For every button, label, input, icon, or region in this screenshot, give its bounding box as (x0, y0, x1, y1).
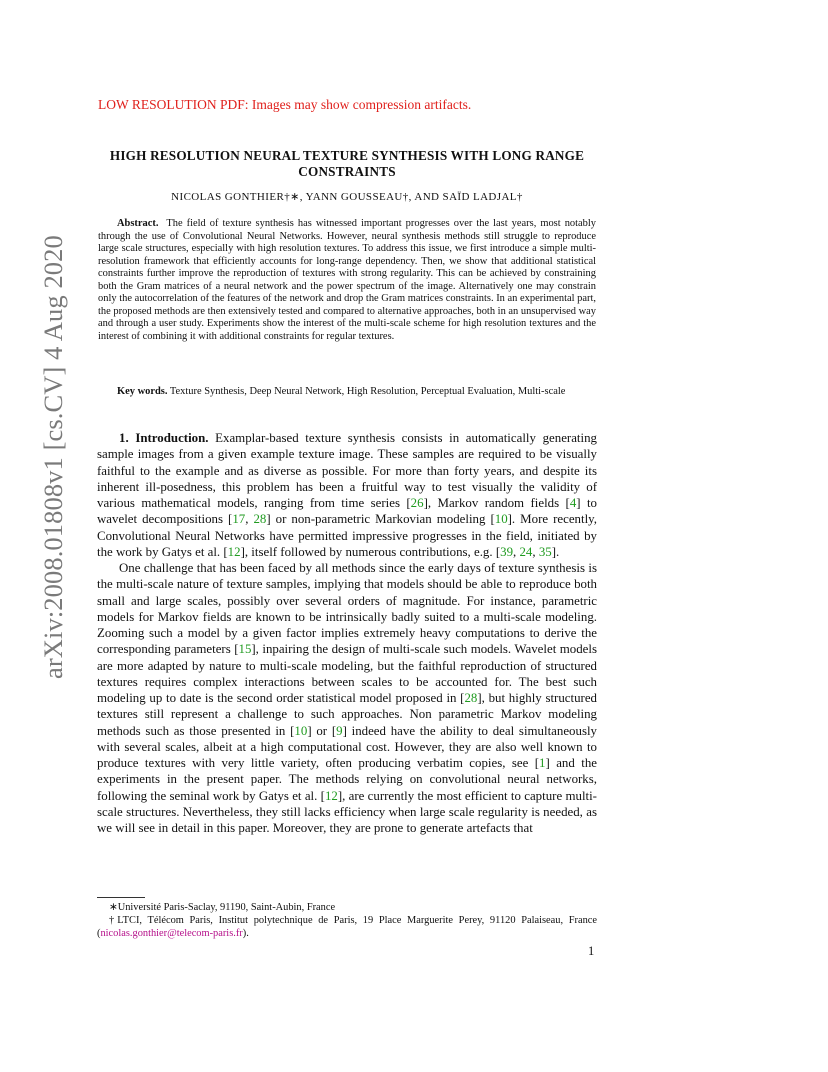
citation-link[interactable]: 12 (227, 544, 241, 559)
footnotes (97, 901, 597, 940)
citation-link[interactable]: 1 (539, 756, 546, 770)
citation-link[interactable]: 28 (464, 691, 478, 705)
abstract-label: Abstract. (117, 218, 159, 229)
footnote-affiliation-2: †LTCI, Télécom Paris, Institut polytechnique de Paris, 19 Place Marguerite Perey, 91120 Palaiseau, France (nicolas.gonthier@telecom-paris.fr). (97, 915, 597, 939)
keywords (98, 386, 596, 399)
intro-paragraph-1: 1. Introduction. Examplar-based texture synthesis consists in automatically generating sample images from a given example texture image. These samples are required to be visually faithful to the example and as diverse as possible. For more than forty years, and despite its inherent ill-posedness, this problem has been a fruitful way to test visually the validity of various mathematical models, ranging from time series [26], Markov random fields [4] to wavelet decompositions [17, 28] or non-parametric Markovian modeling [10]. More recently, Convolutional Neural Networks have permitted impressive progresses in the field, initiated by the work by Gatys et al. [12], itself followed by numerous contributions, e.g. [39, 24, 35]. (97, 431, 598, 559)
citation-link[interactable]: 10 (294, 723, 308, 738)
arxiv-stamp: arXiv:2008.01808v1 [cs.CV] 4 Aug 2020 (38, 235, 68, 679)
citation-link[interactable]: 17 (232, 512, 246, 527)
citation-link[interactable]: 4 (569, 496, 577, 510)
citation-link[interactable]: 12 (324, 788, 338, 803)
footnote-affiliation-1: ∗Université Paris-Saclay, 91190, Saint-Aubin, France (109, 902, 336, 913)
intro-paragraph-2: One challenge that has been faced by all methods since the early days of texture synthesis is the multi-scale nature of texture samples, implying that models should be able to reproduce both small and large scales, possibly over several orders of magnitude. For instance, parametric models for Markov fields are known to be intrinsically badly suited to a multi-scale modeling. Zooming such a model by a given factor implies extremely heavy computations to derive the corresponding parameters [15], inpairing the design of multi-scale such models. Wavelet models are more adapted by nature to multi-scale modeling, but the faithful reproduction of structured textures requires complex interactions between scales to be accounted for. The best such modeling up to date is the second order statistical model proposed in [28], but highly structured textures still represent a challenge to such approaches. Non parametric Markov modeling methods such as those presented in [10] or [9] indeed have the ability to deal simultaneously with several scales, albeit at a high computational cost. However, they are also well known to produce textures with very little variety, often producing verbatim copies, see [1] and the experiments in the present paper. The methods relying on convolutional neural networks, following the seminal work by Gatys et al. [12], are currently the most efficient to capture multi-scale structures. Nevertheless, they still lacks efficiency when large scale regularity is needed, as we will see in detail in this paper. Moreover, they are prone to generate artefacts that (97, 561, 597, 835)
citation-link[interactable]: 26 (410, 496, 424, 510)
keywords-label: Key words. (117, 386, 168, 397)
citation-link[interactable]: 39 (500, 544, 514, 559)
author-list: NICOLAS GONTHIER†∗, YANN GOUSSEAU†, AND SAÏD LADJAL† (171, 191, 523, 203)
citation-link[interactable]: 9 (336, 723, 343, 738)
footnote-rule (97, 897, 145, 898)
paper-title: HIGH RESOLUTION NEURAL TEXTURE SYNTHESIS WITH LONG RANGE CONSTRAINTS (109, 148, 585, 179)
abstract-text: The field of texture synthesis has witnessed important progresses over the last years, most notably through the use of Convolutional Neural Networks. However, neural synthesis methods still struggle to reproduce large scale structures, especially with high resolution textures. To address this issue, we first introduce a simple multi-resolution framework that efficiently accounts for long-range dependency. Then, we show that additional statistical constraints further improve the reproduction of textures with strong regularity. This can be achieved by constraining both the Gram matrices of a neural network and the power spectrum of the image. Alternatively one may constrain only the autocorrelation of the features of the network and drop the Gram matrices constraints. In an experimental part, the proposed methods are then extensively tested and compared to alternative approaches, both in an unsupervised way and through a user study. Experiments show the interest of the multi-scale scheme for high resolution textures and the interest of combining it with additional constraints for regular textures. (98, 218, 596, 342)
citation-link[interactable]: 24 (519, 544, 533, 559)
section-heading: 1. Introduction. (119, 431, 209, 445)
citation-link[interactable]: 15 (238, 642, 252, 657)
page-number: 1 (588, 944, 595, 958)
citation-link[interactable]: 28 (253, 512, 267, 527)
introduction-section (97, 430, 597, 836)
citation-link[interactable]: 10 (494, 512, 508, 527)
keywords-text: Texture Synthesis, Deep Neural Network, High Resolution, Perceptual Evaluation, Multi-scale (169, 386, 566, 397)
citation-link[interactable]: 35 (538, 544, 552, 559)
email-link[interactable]: nicolas.gonthier@telecom-paris.fr (100, 928, 243, 939)
low-resolution-warning: LOW RESOLUTION PDF: Images may show compression artifacts. (98, 97, 472, 112)
abstract (98, 218, 596, 343)
